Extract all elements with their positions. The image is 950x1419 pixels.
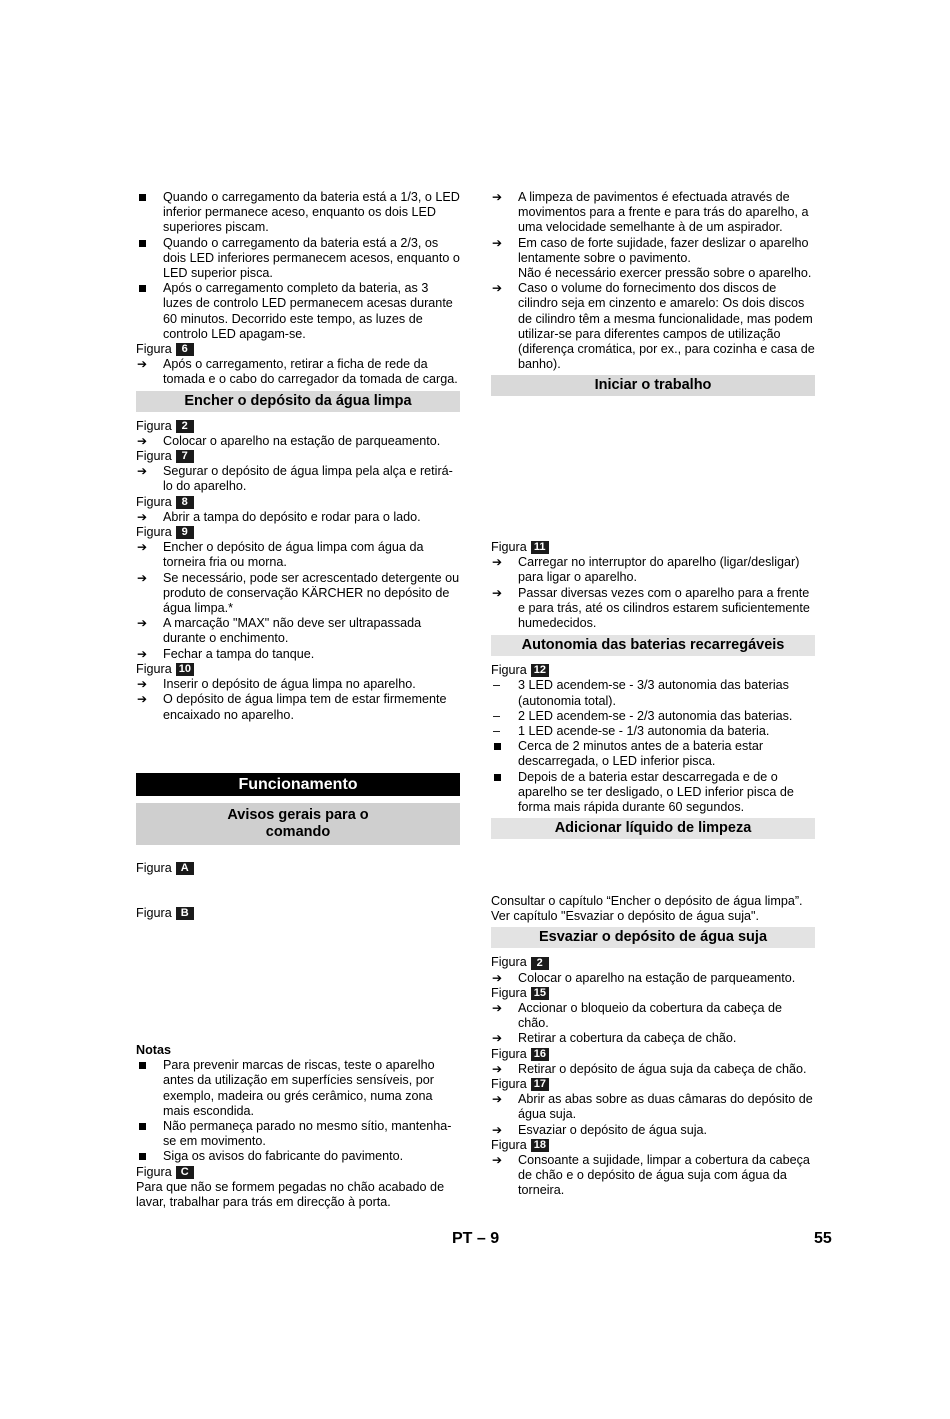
figure-number-badge: 6 xyxy=(176,343,194,356)
list-item: 1 LED acende-se - 1/3 autonomia da bateria. xyxy=(518,724,770,739)
figure-ref: Figura A xyxy=(136,861,460,876)
paragraph: Ver capítulo "Esvaziar o depósito de água suja". xyxy=(491,909,759,924)
list-item: 2 LED acendem-se - 2/3 autonomia das baterias. xyxy=(518,708,793,723)
list-item: Accionar o bloqueio da cobertura da cabeça de chão. xyxy=(518,1001,782,1031)
list-item: Esvaziar o depósito de água suja. xyxy=(518,1122,708,1137)
figure-ref: Figura 15 xyxy=(491,986,815,1001)
figure-ref: Figura 12 xyxy=(491,663,815,678)
figure-ref: Figura 16 xyxy=(491,1047,815,1062)
list-item: Fechar a tampa do tanque. xyxy=(163,646,315,661)
figure-b-block xyxy=(136,906,460,921)
list-item: Segurar o depósito de água limpa pela alça e retirá-lo do aparelho. xyxy=(163,464,453,494)
list-item: O depósito de água limpa tem de estar firmemente encaixado no aparelho. xyxy=(163,692,447,722)
figure-number-badge: A xyxy=(176,862,194,875)
figure-ref: Figura B xyxy=(136,906,460,921)
figure-number-badge: 8 xyxy=(176,496,194,509)
paragraph: Para que não se formem pegadas no chão acabado de lavar, trabalhar para trás em direcção à porta. xyxy=(136,1179,445,1210)
page-code: PT – 9 xyxy=(452,1230,500,1247)
figure-number-badge: 11 xyxy=(531,541,549,554)
list-item: Quando o carregamento da bateria está a 2/3, os dois LED inferiores permanecem acesos, enquanto o LED superior pisca. xyxy=(163,235,460,281)
section-heading-general-notes: Avisos gerais para o comando xyxy=(136,803,460,845)
figure-number-badge: C xyxy=(176,1166,194,1179)
figure-ref: Figura 2 xyxy=(136,419,460,434)
figure-number-badge: B xyxy=(176,907,194,920)
list-item: Passar diversas vezes com o aparelho para a frente e para trás, até os cilindros estarem suficientemente humedecidos. xyxy=(518,585,810,631)
section-heading-operation: Funcionamento xyxy=(136,773,460,796)
figure-ref: Figura 10 xyxy=(136,662,460,677)
figure-ref: Figura C xyxy=(136,1165,460,1180)
list-item: Não permaneça parado no mesmo sítio, mantenha-se em movimento. xyxy=(163,1119,452,1149)
figure-ref: Figura 2 xyxy=(491,955,815,970)
figure-number-badge: 9 xyxy=(176,526,194,539)
figure-number-badge: 7 xyxy=(176,450,194,463)
figure-number-badge: 17 xyxy=(531,1078,549,1091)
right-column-middle xyxy=(491,540,815,846)
figure-ref: Figura 11 xyxy=(491,540,815,555)
paragraph: Consultar o capítulo “Encher o depósito de água limpa”. xyxy=(491,894,803,908)
list-item: Abrir a tampa do depósito e rodar para o lado. xyxy=(163,509,421,524)
list-item: Se necessário, pode ser acrescentado detergente ou produto de conservação KÄRCHER no depósito de água limpa.* xyxy=(163,570,460,616)
list-item: Em caso de forte sujidade, fazer deslizar o aparelho lentamente sobre o pavimento. Não é necessário exercer pressão sobre o aparelho. xyxy=(518,235,812,281)
figure-ref: Figura 6 xyxy=(136,342,460,357)
figure-number-badge: 18 xyxy=(531,1139,549,1152)
list-item: Inserir o depósito de água limpa no aparelho. xyxy=(163,677,416,692)
list-item: A marcação "MAX" não deve ser ultrapassada durante o enchimento. xyxy=(163,616,422,646)
figure-number-badge: 2 xyxy=(531,957,549,970)
list-item: Quando o carregamento da bateria está a 1/3, o LED inferior permanece aceso, enquanto os dois LED superiores piscam. xyxy=(163,190,460,235)
list-item: 3 LED acendem-se - 3/3 autonomia das baterias (autonomia total). xyxy=(518,678,789,708)
right-column-lower xyxy=(491,894,815,1199)
figure-number-badge: 10 xyxy=(176,663,194,676)
notes-block xyxy=(136,1043,460,1210)
figure-a-block xyxy=(136,861,460,876)
list-item: Carregar no interruptor do aparelho (ligar/desligar) para ligar o aparelho. xyxy=(518,555,800,585)
section-heading-autonomy: Autonomia das baterias recarregáveis xyxy=(491,635,815,656)
figure-number-badge: 16 xyxy=(531,1048,549,1061)
left-column-lower xyxy=(136,770,460,852)
section-heading-add-detergent: Adicionar líquido de limpeza xyxy=(491,818,815,839)
list-item: Caso o volume do fornecimento dos discos de cilindro seja em cinzento e amarelo: Os dois discos de cilindro têm a mesma funcionalidade, mas podem utilizar-se para diferentes campos de utilização (diferença cromática, por ex., para cozinha e casa de banho). xyxy=(518,281,815,372)
list-item: Abrir as abas sobre as duas câmaras do depósito de água suja. xyxy=(518,1092,813,1122)
list-item: Encher o depósito de água limpa com água da torneira fria ou morna. xyxy=(163,540,424,570)
figure-number-badge: 15 xyxy=(531,987,549,1000)
figure-ref: Figura 8 xyxy=(136,495,460,510)
figure-ref: Figura 7 xyxy=(136,449,460,464)
list-item: Retirar a cobertura da cabeça de chão. xyxy=(518,1031,737,1046)
list-item: Após o carregamento completo da bateria, as 3 luzes de controlo LED permanecem acesas durante 60 minutos. Decorrido este tempo, as luzes de controlo LED apagam-se. xyxy=(163,281,453,341)
figure-number-badge: 12 xyxy=(531,664,549,677)
list-item: Após o carregamento, retirar a ficha de rede da tomada e o cabo do carregador da tomada de carga. xyxy=(163,357,458,387)
list-item: Consoante a sujidade, limpar a cobertura da cabeça de chão e o depósito de água suja com água da torneira. xyxy=(518,1153,810,1198)
left-column xyxy=(136,190,460,723)
figure-ref: Figura 9 xyxy=(136,525,460,540)
notes-title: Notas xyxy=(136,1043,171,1057)
right-column xyxy=(491,190,815,403)
list-item: Colocar o aparelho na estação de parqueamento. xyxy=(163,433,441,448)
section-heading-empty-tank: Esvaziar o depósito de água suja xyxy=(491,927,815,948)
list-item: Siga os avisos do fabricante do pavimento. xyxy=(163,1149,404,1164)
section-heading-fill-tank: Encher o depósito da água limpa xyxy=(136,391,460,412)
list-item: A limpeza de pavimentos é efectuada através de movimentos para a frente e para trás do aparelho, a uma velocidade semelhante à de um aspirador. xyxy=(518,190,809,235)
figure-ref: Figura 18 xyxy=(491,1138,815,1153)
list-item: Depois de a bateria estar descarregada e de o aparelho se ter desligado, o LED inferior pisca de forma mais rápida durante 60 segundos. xyxy=(518,769,794,815)
list-item: Para prevenir marcas de riscas, teste o aparelho antes da utilização em superfícies sensíveis, por exemplo, madeira ou grés cerâmico, numa zona mais escondida. xyxy=(163,1058,435,1118)
list-item: Retirar o depósito de água suja da cabeça de chão. xyxy=(518,1061,807,1076)
figure-number-badge: 2 xyxy=(176,420,194,433)
figure-ref: Figura 17 xyxy=(491,1077,815,1092)
section-heading-start-work: Iniciar o trabalho xyxy=(491,375,815,396)
list-item: Colocar o aparelho na estação de parqueamento. xyxy=(518,970,796,985)
page-number: 55 xyxy=(814,1230,832,1247)
list-item: Cerca de 2 minutos antes de a bateria estar descarregada, o LED inferior pisca. xyxy=(518,739,764,769)
